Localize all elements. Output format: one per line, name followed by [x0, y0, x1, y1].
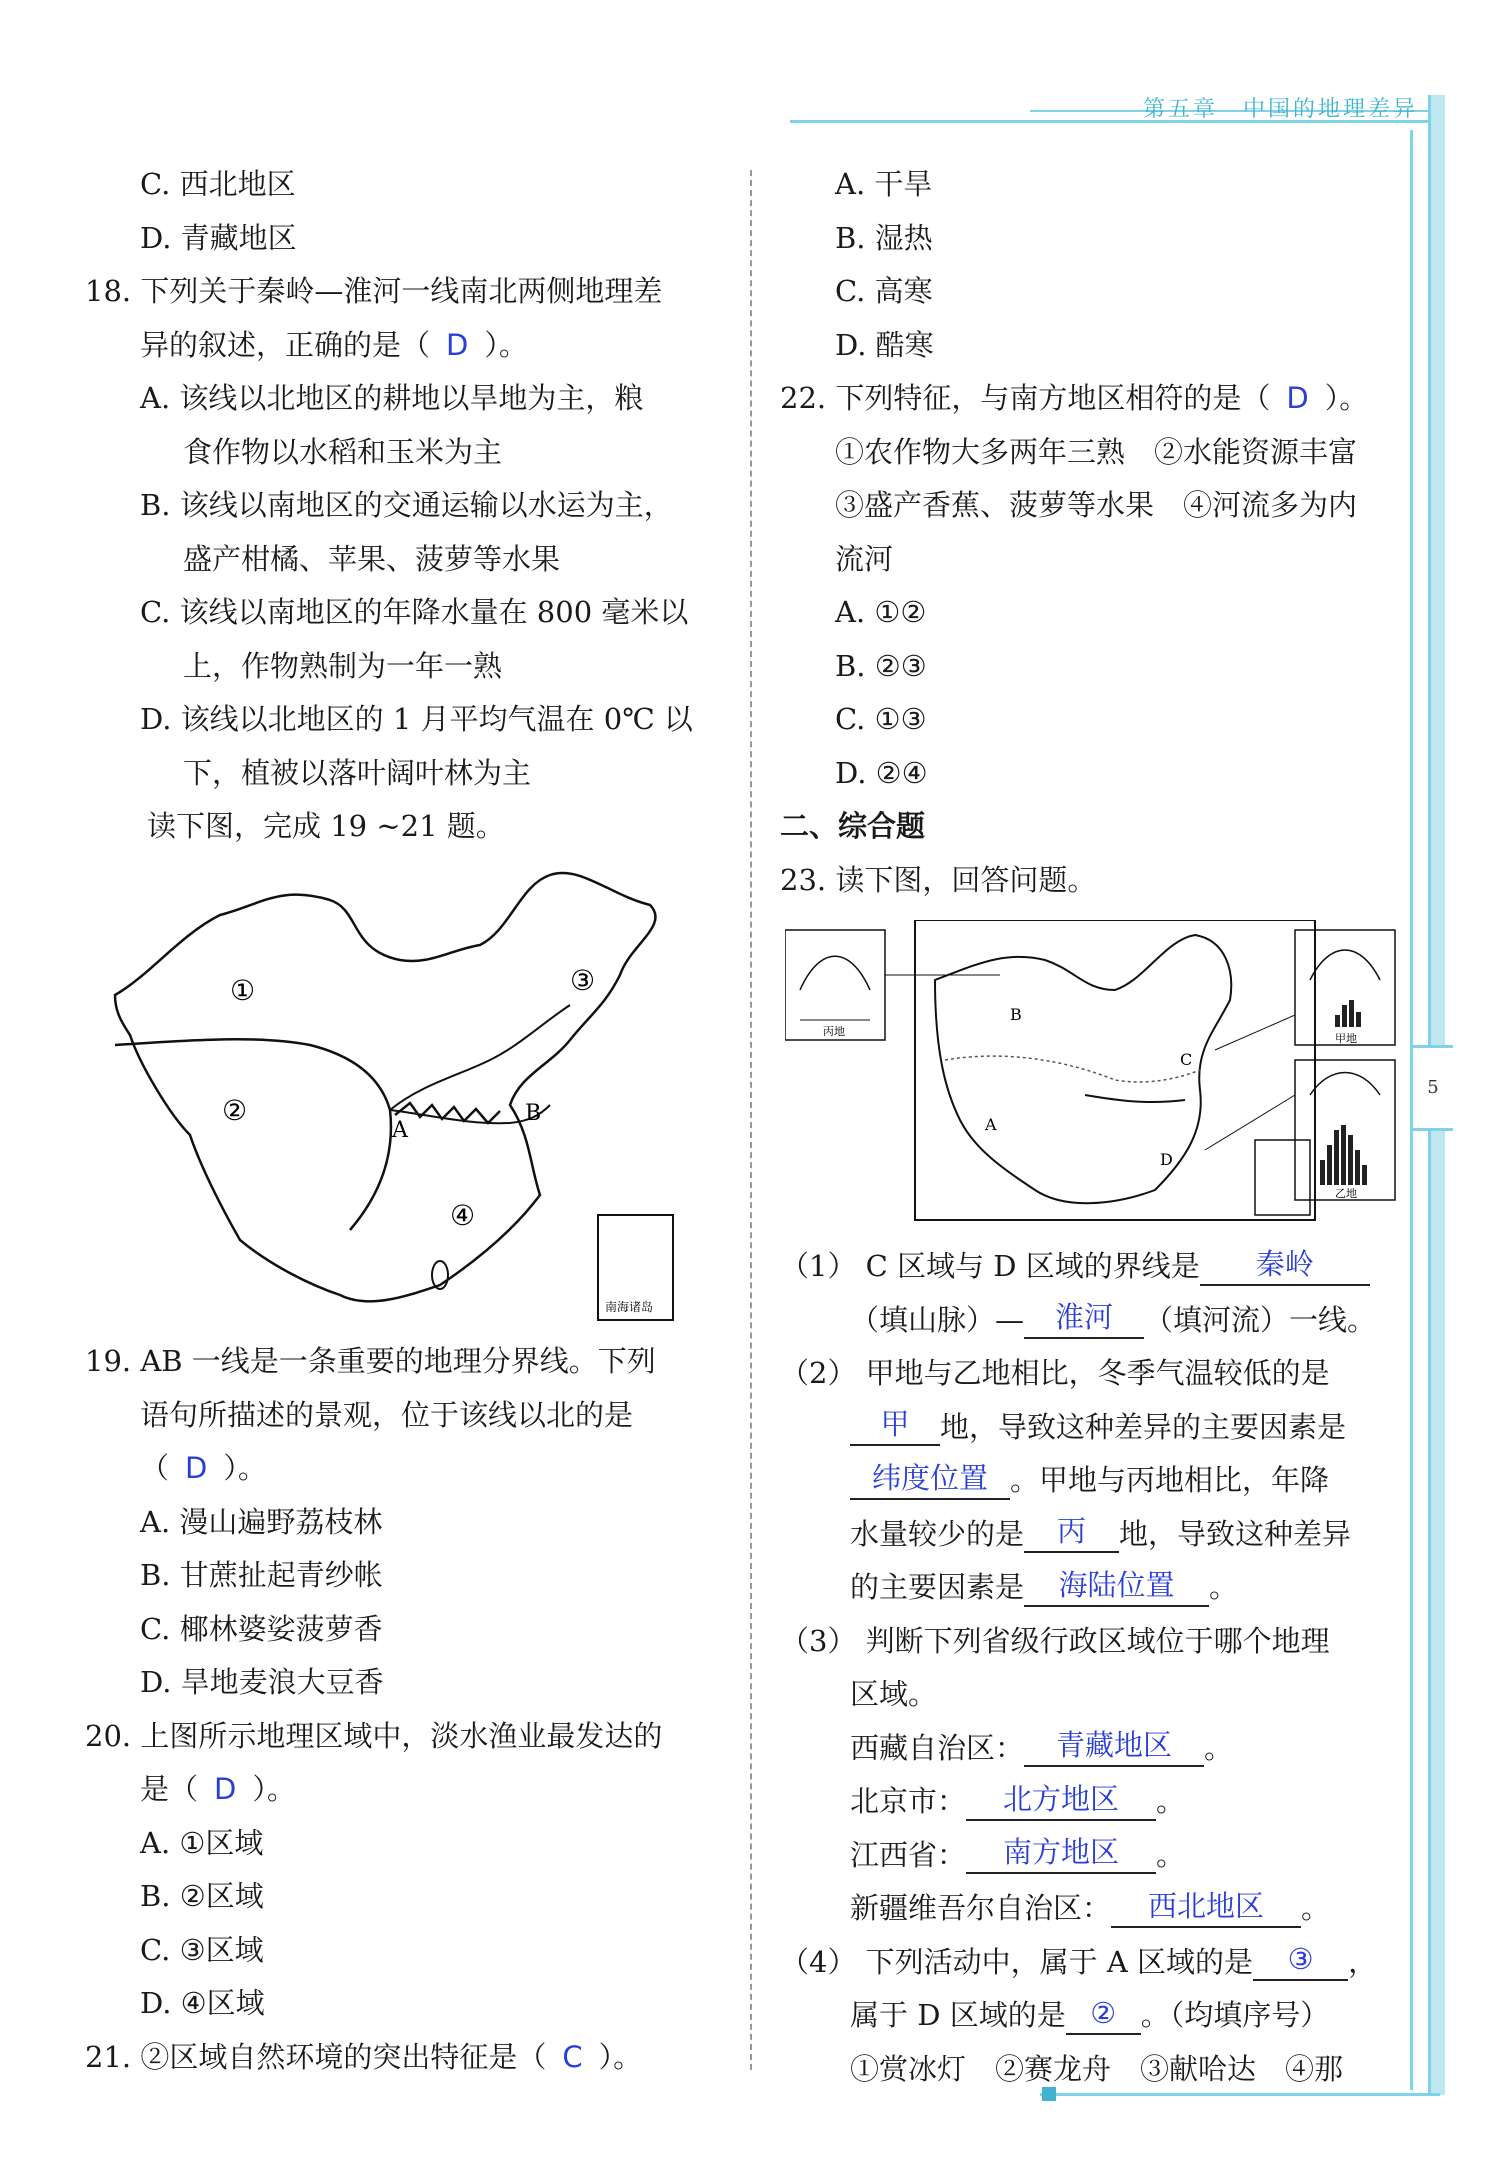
option-line: A. 该线以北地区的耕地以旱地为主，粮 — [140, 381, 644, 415]
option-line: B. 湿热 — [835, 220, 933, 255]
answer-18: D — [446, 327, 469, 362]
chart-label-jia: 甲地 — [1335, 1032, 1357, 1045]
qinling-line — [1085, 1095, 1185, 1102]
option-line: D. ②④ — [835, 755, 928, 790]
option-line: B. 甘蔗扯起青纱帐 — [140, 1558, 383, 1592]
precip-bar — [1327, 1145, 1332, 1185]
right-column-lower — [780, 1240, 1420, 2096]
part-4-line-2: 属于 D 区域的是 ② 。（均填序号） — [780, 1989, 1420, 2043]
blank-factor-1: 纬度位置 — [850, 1458, 1010, 1500]
region-3-label: ③ — [570, 964, 596, 997]
part-3-jiangxi: 江西省： 南方地区 。 — [780, 1829, 1420, 1883]
part-2-line-3: 纬度位置 。甲地与丙地相比，年降 — [780, 1454, 1420, 1508]
precip-bars — [1320, 1125, 1367, 1185]
answer-20: D — [214, 1772, 237, 1806]
chart-label-yi: 乙地 — [1335, 1187, 1357, 1200]
part-3-beijing: 北京市： 北方地区 。 — [780, 1775, 1420, 1829]
question-19-stem-cont: 语句所描述的景观，位于该线以北的是 — [140, 1397, 634, 1432]
blank-factor-2: 海陆位置 — [1024, 1565, 1209, 1607]
option-line: A. 漫山遍野荔枝林 — [140, 1504, 383, 1539]
question-20-stem: 20. 上图所示地理区域中，淡水渔业最发达的 — [85, 1718, 663, 1753]
point-b-label: B — [525, 1101, 542, 1126]
part-3-tibet: 西藏自治区： 青藏地区 。 — [780, 1722, 1420, 1776]
chapter-title: 第五章 中国的地理差异 — [1142, 97, 1418, 122]
answer-22: D — [1286, 381, 1309, 415]
option-line: D. 旱地麦浪大豆香 — [140, 1665, 384, 1699]
blank-colder: 甲 — [850, 1404, 940, 1446]
blank-region-d: ② — [1066, 1993, 1141, 2035]
option-line: C. ③区域 — [140, 1932, 264, 1967]
answer-21: C — [562, 2039, 583, 2074]
question-18-stem: 18. 下列关于秦岭—淮河一线南北两侧地理差 — [85, 274, 663, 308]
right-column — [780, 158, 1420, 907]
blank-jiangxi: 南方地区 — [966, 1832, 1156, 1874]
option-line: C. 高寒 — [835, 274, 933, 308]
blank-mountain: 秦岭 — [1200, 1244, 1370, 1286]
part-1-line-2: （填山脉）— 淮河 （填河流）一线。 — [780, 1294, 1420, 1348]
part-3-xinjiang: 新疆维吾尔自治区： 西北地区 。 — [780, 1882, 1420, 1936]
precip-bar — [1342, 1005, 1347, 1027]
pointer-line — [1215, 1015, 1295, 1050]
option-line: C. 该线以南地区的年降水量在 800 毫米以 — [140, 595, 689, 629]
precip-bar — [1355, 1150, 1360, 1185]
part-3-line-2: 区域。 — [850, 1677, 938, 1711]
question-19-stem: 19. AB 一线是一条重要的地理分界线。下列 — [85, 1344, 656, 1378]
precip-bar — [1334, 1130, 1339, 1185]
option-line: A. ①② — [835, 595, 927, 629]
precip-bar — [1362, 1165, 1367, 1185]
statement-line: 流河 — [835, 541, 894, 576]
part-2-line-5: 的主要因素是 海陆位置 。 — [780, 1561, 1420, 1615]
part-2-line-4: 水量较少的是 丙 地，导致这种差异 — [780, 1508, 1420, 1562]
option-line: 盛产柑橘、苹果、菠萝等水果 — [183, 541, 561, 576]
region-2-label: ② — [222, 1094, 248, 1127]
statement-line: ③盛产香蕉、菠萝等水果 ④河流多为内 — [835, 488, 1358, 522]
option-line: A. 干旱 — [835, 167, 933, 201]
inset-frame — [1255, 1140, 1310, 1215]
china-regions-map — [110, 865, 680, 1325]
precip-bar — [1356, 1012, 1361, 1027]
point-a-label: A — [392, 1118, 408, 1143]
region-b-label: B — [1010, 1005, 1022, 1024]
china-outline — [115, 873, 656, 1301]
climate-chart-bing — [785, 930, 885, 1040]
option-line: D. 该线以北地区的 1 月平均气温在 0℃ 以 — [140, 702, 693, 736]
option-line: C. 椰林婆娑菠萝香 — [140, 1611, 383, 1646]
chart-label-bing: 丙地 — [823, 1025, 845, 1038]
china-climate-map — [785, 920, 1405, 1230]
option-line: D. 青藏地区 — [140, 220, 297, 255]
precip-bar — [1348, 1135, 1353, 1185]
option-line: C. 西北地区 — [140, 167, 296, 201]
region-4-label: ④ — [450, 1199, 476, 1232]
option-line: A. ①区域 — [140, 1825, 264, 1860]
region-c-label: C — [1180, 1050, 1193, 1069]
blank-beijing: 北方地区 — [966, 1779, 1156, 1821]
option-line: B. 该线以南地区的交通运输以水运为主， — [140, 488, 673, 522]
temp-curve — [1310, 950, 1380, 980]
blank-region-a: ③ — [1253, 1939, 1348, 1981]
left-column — [85, 158, 725, 854]
part-4-line-3: ①赏冰灯 ②赛龙舟 ③献哈达 ④那 — [850, 2051, 1344, 2086]
question-18-stem-cont: 异的叙述，正确的是（ D ）。 — [140, 327, 528, 362]
temp-curve — [800, 956, 870, 990]
option-line: C. ①③ — [835, 702, 927, 736]
precip-bar — [1320, 1160, 1325, 1185]
inset-label: 南海诸岛 — [605, 1300, 654, 1314]
climate-chart-jia — [1295, 930, 1395, 1045]
region-boundary — [390, 1005, 570, 1110]
reading-instruction: 读下图，完成 19 ~21 题。 — [147, 809, 505, 843]
statement-line: ①农作物大多两年三熟 ②水能资源丰富 — [835, 434, 1358, 469]
question-22-stem: 22. 下列特征，与南方地区相符的是（ D ）。 — [780, 381, 1369, 415]
region-boundary — [115, 1039, 391, 1230]
column-divider — [750, 170, 752, 2070]
pointer-line — [1205, 1095, 1295, 1150]
part-1-line: （1） C 区域与 D 区域的界线是 秦岭 — [780, 1240, 1420, 1294]
region-1-label: ① — [230, 974, 256, 1007]
part-4-line: （4） 下列活动中，属于 A 区域的是 ③ ， — [780, 1936, 1420, 1990]
question-23-stem: 23. 读下图，回答问题。 — [780, 862, 1097, 897]
blank-river: 淮河 — [1024, 1297, 1144, 1339]
option-line: B. ②区域 — [140, 1879, 264, 1913]
precip-bars — [1335, 1000, 1361, 1027]
part-3-line: （3） 判断下列省级行政区域位于哪个地理 — [780, 1623, 1330, 1658]
section-heading: 二、综合题 — [780, 809, 926, 843]
option-line: D. ④区域 — [140, 1986, 265, 2020]
page-number: 5 — [1410, 1045, 1453, 1131]
precip-bar — [1349, 1000, 1354, 1027]
option-line: B. ②③ — [835, 648, 927, 683]
region-d-label: D — [1160, 1150, 1173, 1169]
region-boundary — [945, 1056, 1200, 1082]
option-line: D. 酷寒 — [835, 327, 934, 362]
option-line: 上，作物熟制为一年一熟 — [183, 648, 503, 683]
blank-tibet: 青藏地区 — [1024, 1725, 1204, 1767]
blank-drier: 丙 — [1024, 1511, 1119, 1553]
precip-bar — [1341, 1125, 1346, 1185]
answer-19: D — [185, 1451, 208, 1485]
left-column-lower: 19. AB 一线是一条重要的地理分界线。下列 语句所描述的景观，位于该线以北的是 （ D ）。 A. 漫山遍野荔枝林 B. 甘蔗扯起青纱帐 C. 椰林婆娑菠萝香 D. 旱地麦浪大豆香 20. 上图所示地理区域中，淡水渔业最发达的 是（ D ）。 A. ①区域 B. ②区域 C. ③区域 D. ④区域 21. ②区域自然环境的突出特征是（ C ）。 — [85, 1335, 725, 2084]
option-line: 下，植被以落叶阔叶林为主 — [183, 755, 532, 790]
part-2-line-2: 甲 地，导致这种差异的主要因素是 — [780, 1401, 1420, 1455]
temp-curve — [1310, 1073, 1380, 1096]
blank-xinjiang: 西北地区 — [1111, 1886, 1301, 1928]
region-a-label: A — [985, 1115, 997, 1134]
part-2-line: （2） 甲地与乙地相比，冬季气温较低的是 — [780, 1356, 1330, 1390]
option-line: 食作物以水稻和玉米为主 — [183, 434, 503, 469]
question-21-stem: 21. ②区域自然环境的突出特征是（ C ）。 — [85, 2039, 643, 2074]
precip-bar — [1335, 1015, 1340, 1027]
